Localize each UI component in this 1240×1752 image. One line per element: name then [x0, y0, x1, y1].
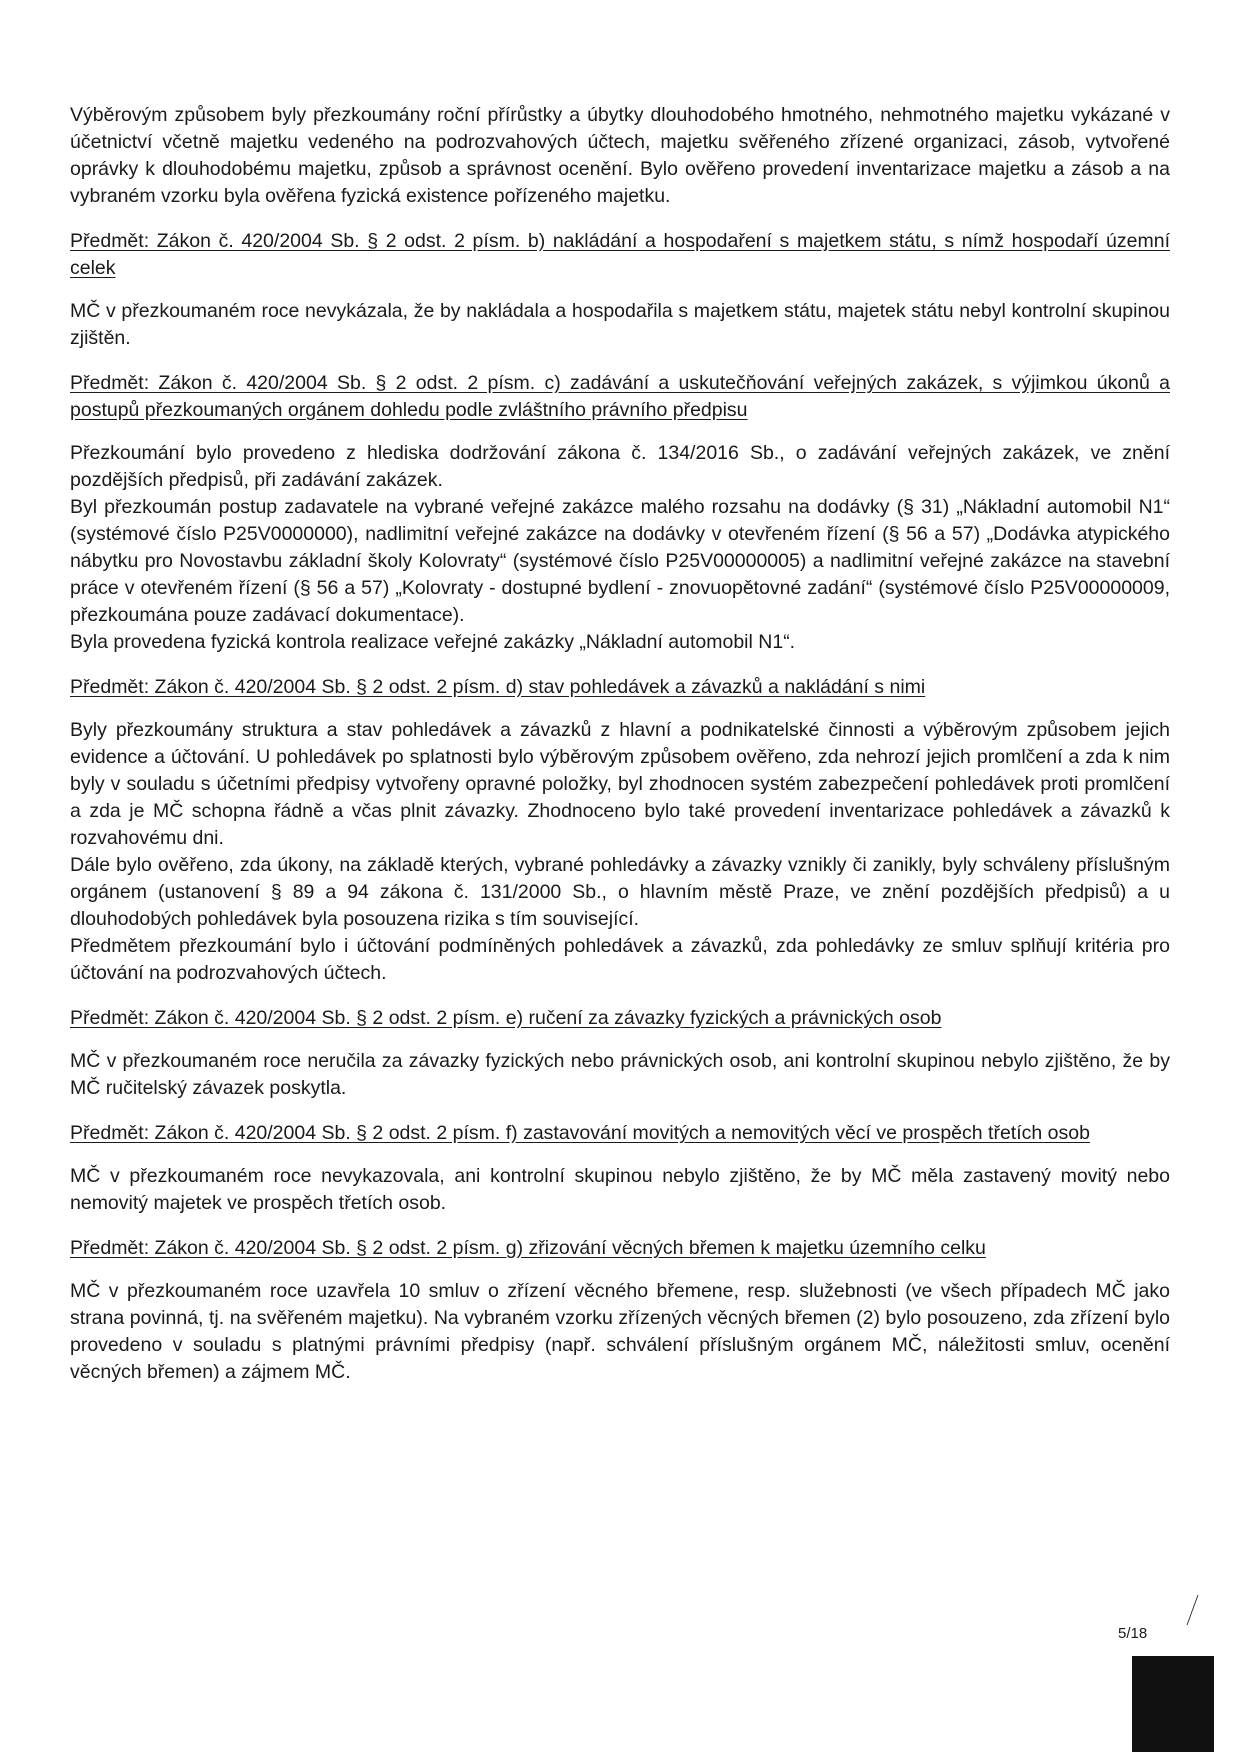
section-paragraph: MČ v přezkoumaném roce neručila za závazky fyzických nebo právnických osob, ani kontrolní skupinou nebylo zjištěno, že by MČ ručitelský závazek poskytla. [70, 1050, 1170, 1099]
initials-mark [1187, 1595, 1213, 1625]
section-heading: Předmět: Zákon č. 420/2004 Sb. § 2 odst. 2 písm. f) zastavování movitých a nemovitých věcí ve prospěch třetích osob [70, 1122, 1090, 1144]
section-paragraph: Byl přezkoumán postup zadavatele na vybrané veřejné zakázce malého rozsahu na dodávky (§ 31) „Nákladní automobil N1“ (systémové číslo P25V0000000), nadlimitní veřejné zakázce na dodávky v otevřeném řízení (§ 56 a 57) „Dodávka atypického nábytku pro Novostavbu základní školy Kolovraty“ (systémové číslo P25V00000005) a nadlimitní veřejné zakázce na stavební práce v otevřeném řízení (§ 56 a 57) „Kolovraty - dostupné bydlení - znovuopětovné zadání“ (systémové číslo P25V00000009, přezkoumána pouze zadávací dokumentace). [70, 496, 1170, 626]
section-e [70, 1005, 1170, 1102]
section-paragraph: Přezkoumání bylo provedeno z hlediska dodržování zákona č. 134/2016 Sb., o zadávání veřejných zakázek, ve znění pozdějších předpisů, při zadávání zakázek. [70, 442, 1170, 491]
section-heading: Předmět: Zákon č. 420/2004 Sb. § 2 odst. 2 písm. d) stav pohledávek a závazků a nakládání s nimi [70, 676, 926, 698]
section-paragraph: Byla provedena fyzická kontrola realizace veřejné zakázky „Nákladní automobil N1“. [70, 631, 796, 653]
section-f [70, 1120, 1170, 1217]
section-d [70, 674, 1170, 987]
section-heading: Předmět: Zákon č. 420/2004 Sb. § 2 odst. 2 písm. c) zadávání a uskutečňování veřejných zakázek, s výjimkou úkonů a postupů přezkoumaných orgánem dohledu podle zvláštního právního předpisu [70, 372, 1170, 421]
section-paragraph: Byly přezkoumány struktura a stav pohledávek a závazků z hlavní a podnikatelské činnosti a výběrovým způsobem jejich evidence a účtování. U pohledávek po splatnosti bylo výběrovým způsobem ověřeno, zda nehrozí jejich promlčení a zda k nim byly v souladu s účetními předpisy vytvořeny opravné položky, byl zhodnocen systém zabezpečení pohledávek proti promlčení a zda je MČ schopna řádně a včas plnit závazky. Zhodnoceno bylo také provedení inventarizace pohledávek a závazků k rozvahovému dni. [70, 719, 1170, 849]
page-number: 5/18 [1118, 1625, 1148, 1642]
section-c [70, 370, 1170, 656]
intro-paragraph: Výběrovým způsobem byly přezkoumány roční přírůstky a úbytky dlouhodobého hmotného, nehmotného majetku vykázané v účetnictví včetně majetku vedeného na podrozvahových účtech, majetku svěřeného zřízené organizaci, zásob, vytvořené oprávky k dlouhodobému majetku, způsob a správnost ocenění. Bylo ověřeno provedení inventarizace majetku a zásob a na vybraném vzorku byla ověřena fyzická existence pořízeného majetku. [70, 104, 1170, 207]
section-paragraph: MČ v přezkoumaném roce uzavřela 10 smluv o zřízení věcného břemene, resp. služebnosti (ve všech případech MČ jako strana povinná, tj. na svěřeném majetku). Na vybraném vzorku zřízených věcných břemen (2) bylo posouzeno, zda zřízení bylo provedeno v souladu s platnými právními předpisy (např. schválení příslušným orgánem MČ, náležitosti smluv, ocenění věcných břemen) a zájmem MČ. [70, 1280, 1170, 1383]
section-heading: Předmět: Zákon č. 420/2004 Sb. § 2 odst. 2 písm. b) nakládání a hospodaření s majetkem státu, s nímž hospodaří územní celek [70, 230, 1170, 279]
section-paragraph: Předmětem přezkoumání bylo i účtování podmíněných pohledávek a závazků, zda pohledávky ze smluv splňují kritéria pro účtování na podrozvahových účtech. [70, 935, 1170, 984]
section-heading: Předmět: Zákon č. 420/2004 Sb. § 2 odst. 2 písm. e) ručení za závazky fyzických a právnických osob [70, 1007, 942, 1029]
section-paragraph: MČ v přezkoumaném roce nevykázala, že by nakládala a hospodařila s majetkem státu, majetek státu nebyl kontrolní skupinou zjištěn. [70, 300, 1170, 349]
section-g [70, 1235, 1170, 1386]
section-paragraph: MČ v přezkoumaném roce nevykazovala, ani kontrolní skupinou nebylo zjištěno, že by MČ měla zastavený movitý nebo nemovitý majetek ve prospěch třetích osob. [70, 1165, 1170, 1214]
section-heading: Předmět: Zákon č. 420/2004 Sb. § 2 odst. 2 písm. g) zřizování věcných břemen k majetku územního celku [70, 1237, 986, 1259]
redaction-block [1132, 1656, 1214, 1752]
document-page [70, 102, 1170, 1404]
section-paragraph: Dále bylo ověřeno, zda úkony, na základě kterých, vybrané pohledávky a závazky vznikly či zanikly, byly schváleny příslušným orgánem (ustanovení § 89 a 94 zákona č. 131/2000 Sb., o hlavním městě Praze, ve znění pozdějších předpisů) a u dlouhodobých pohledávek byla posouzena rizika s tím související. [70, 854, 1170, 930]
section-b [70, 228, 1170, 352]
